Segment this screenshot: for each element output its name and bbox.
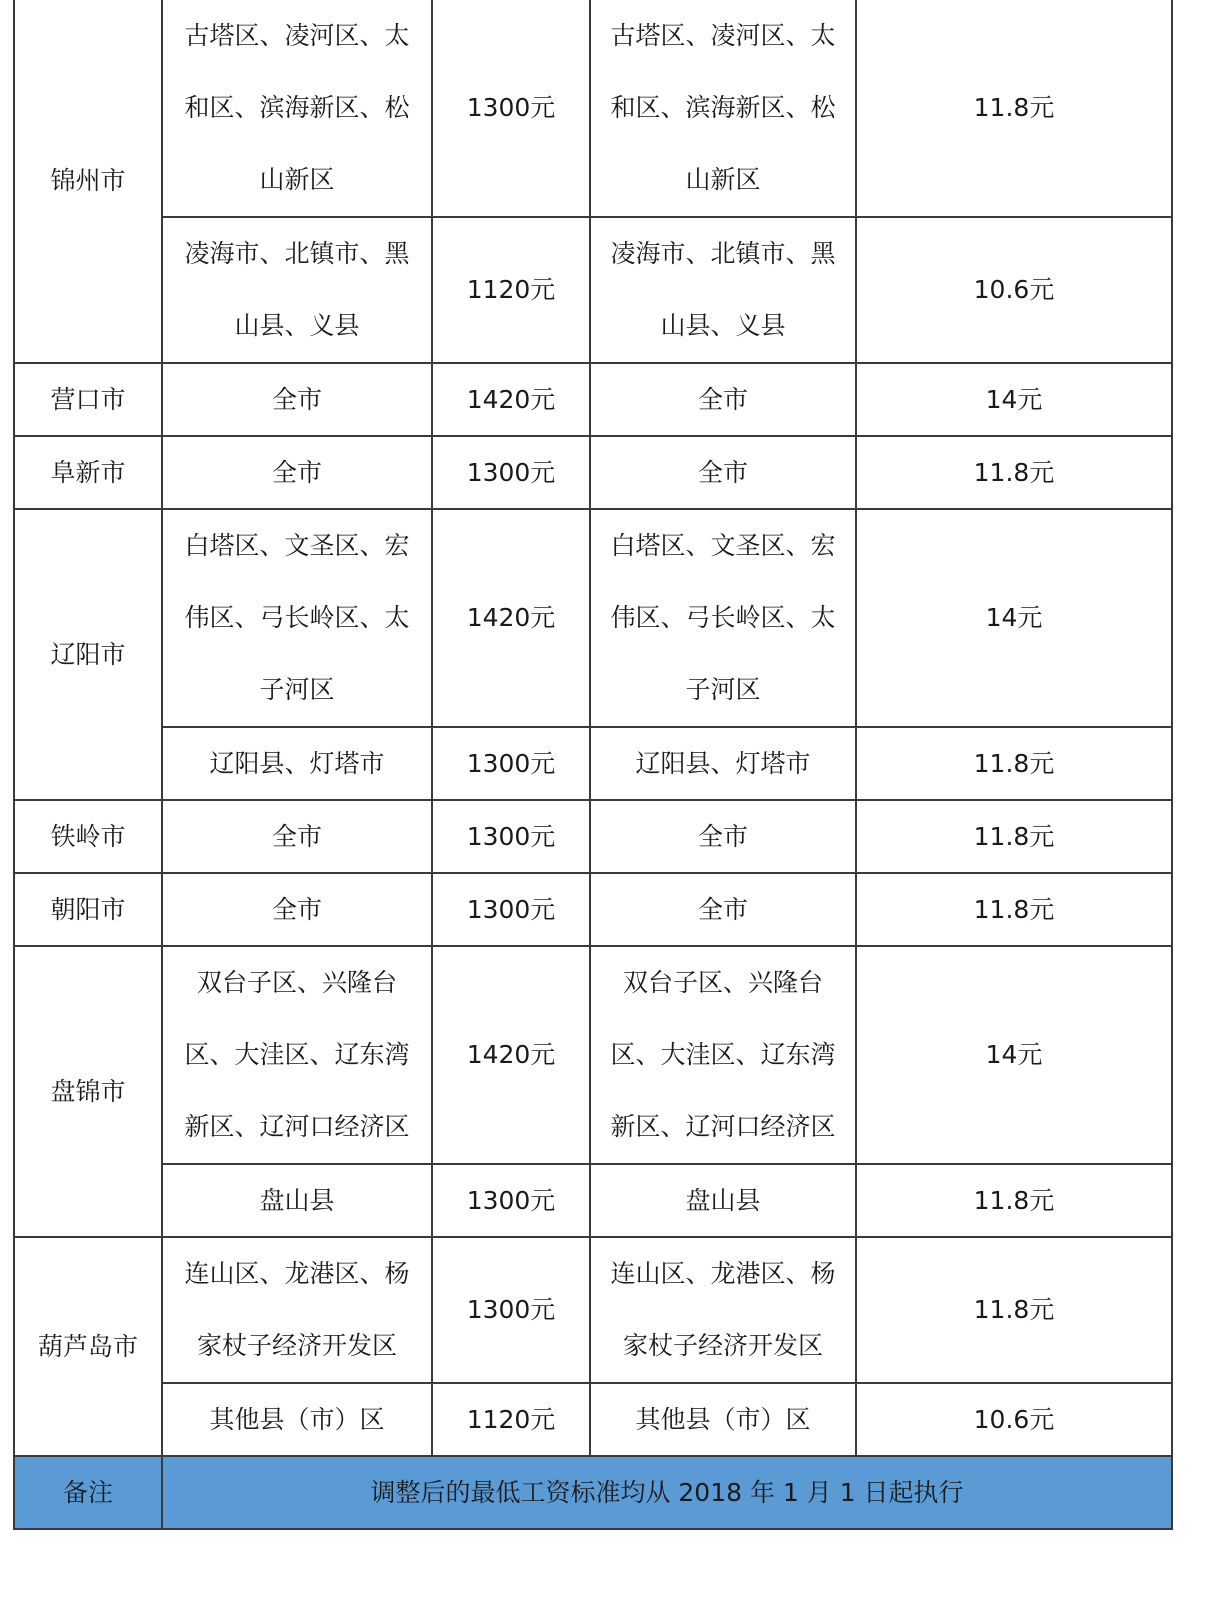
table-row: [14, 727, 1172, 800]
table-row: [14, 946, 1172, 1164]
table-body: [14, 0, 1172, 1456]
hourly-wage-cell: 14元: [856, 946, 1172, 1164]
area-cell: 全市: [162, 363, 432, 436]
area-cell: 全市: [162, 873, 432, 946]
table-row: [14, 0, 1172, 217]
hourly-area-cell: 全市: [590, 363, 856, 436]
hourly-area-cell: 凌海市、北镇市、黑山县、义县: [590, 217, 856, 363]
city-cell: 盘锦市: [14, 946, 162, 1237]
monthly-wage-cell: 1420元: [432, 946, 590, 1164]
remark-text: 调整后的最低工资标准均从 2018 年 1 月 1 日起执行: [162, 1456, 1172, 1529]
monthly-wage-cell: 1120元: [432, 1383, 590, 1456]
table-row: [14, 873, 1172, 946]
area-cell: 双台子区、兴隆台区、大洼区、辽东湾新区、辽河口经济区: [162, 946, 432, 1164]
hourly-area-cell: 全市: [590, 436, 856, 509]
area-cell: 凌海市、北镇市、黑山县、义县: [162, 217, 432, 363]
area-cell: 白塔区、文圣区、宏伟区、弓长岭区、太子河区: [162, 509, 432, 727]
monthly-wage-cell: 1300元: [432, 800, 590, 873]
hourly-area-cell: 古塔区、凌河区、太和区、滨海新区、松山新区: [590, 0, 856, 217]
hourly-wage-cell: 14元: [856, 363, 1172, 436]
hourly-wage-cell: 14元: [856, 509, 1172, 727]
city-cell: 营口市: [14, 363, 162, 436]
table-row: [14, 1164, 1172, 1237]
area-cell: 连山区、龙港区、杨家杖子经济开发区: [162, 1237, 432, 1383]
table-row: [14, 217, 1172, 363]
area-cell: 古塔区、凌河区、太和区、滨海新区、松山新区: [162, 0, 432, 217]
monthly-wage-cell: 1300元: [432, 0, 590, 217]
remark-label: 备注: [14, 1456, 162, 1529]
monthly-wage-cell: 1300元: [432, 1237, 590, 1383]
city-cell: 铁岭市: [14, 800, 162, 873]
city-cell: 阜新市: [14, 436, 162, 509]
hourly-wage-cell: 11.8元: [856, 436, 1172, 509]
remark-row: [14, 1456, 1172, 1529]
area-cell: 全市: [162, 800, 432, 873]
area-cell: 其他县（市）区: [162, 1383, 432, 1456]
hourly-area-cell: 辽阳县、灯塔市: [590, 727, 856, 800]
city-cell: 锦州市: [14, 0, 162, 363]
hourly-area-cell: 白塔区、文圣区、宏伟区、弓长岭区、太子河区: [590, 509, 856, 727]
table-row: [14, 363, 1172, 436]
monthly-wage-cell: 1120元: [432, 217, 590, 363]
hourly-wage-cell: 11.8元: [856, 1164, 1172, 1237]
city-cell: 朝阳市: [14, 873, 162, 946]
hourly-wage-cell: 11.8元: [856, 727, 1172, 800]
table-row: [14, 1383, 1172, 1456]
minimum-wage-table: [13, 0, 1173, 1530]
table-row: [14, 800, 1172, 873]
hourly-area-cell: 全市: [590, 873, 856, 946]
monthly-wage-cell: 1300元: [432, 436, 590, 509]
hourly-area-cell: 双台子区、兴隆台区、大洼区、辽东湾新区、辽河口经济区: [590, 946, 856, 1164]
monthly-wage-cell: 1300元: [432, 727, 590, 800]
table-row: [14, 1237, 1172, 1383]
table-row: [14, 509, 1172, 727]
area-cell: 盘山县: [162, 1164, 432, 1237]
table-row: [14, 436, 1172, 509]
hourly-wage-cell: 11.8元: [856, 1237, 1172, 1383]
monthly-wage-cell: 1420元: [432, 509, 590, 727]
hourly-wage-cell: 10.6元: [856, 217, 1172, 363]
area-cell: 辽阳县、灯塔市: [162, 727, 432, 800]
hourly-wage-cell: 11.8元: [856, 0, 1172, 217]
hourly-wage-cell: 11.8元: [856, 873, 1172, 946]
hourly-wage-cell: 11.8元: [856, 800, 1172, 873]
monthly-wage-cell: 1420元: [432, 363, 590, 436]
monthly-wage-cell: 1300元: [432, 873, 590, 946]
hourly-area-cell: 全市: [590, 800, 856, 873]
hourly-wage-cell: 10.6元: [856, 1383, 1172, 1456]
city-cell: 葫芦岛市: [14, 1237, 162, 1456]
city-cell: 辽阳市: [14, 509, 162, 800]
area-cell: 全市: [162, 436, 432, 509]
monthly-wage-cell: 1300元: [432, 1164, 590, 1237]
hourly-area-cell: 其他县（市）区: [590, 1383, 856, 1456]
hourly-area-cell: 盘山县: [590, 1164, 856, 1237]
hourly-area-cell: 连山区、龙港区、杨家杖子经济开发区: [590, 1237, 856, 1383]
